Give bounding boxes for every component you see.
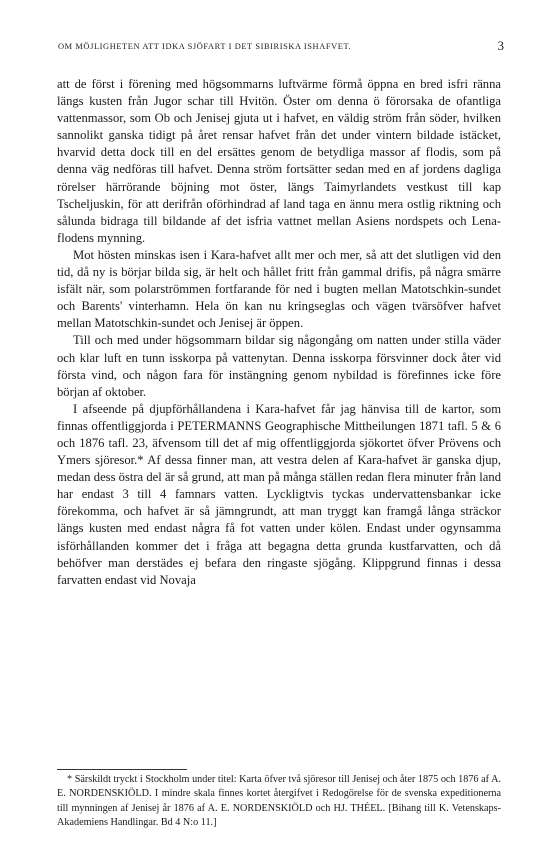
paragraph: I afseende på djupförhållandena i Kara-hafvet får jag hänvisa till de kartor, som finnas offentliggjorda i PETERMANNS Geographische Mittheilungen 1871 tafl. 5 & 6 och 1876 tafl. 23, äfvensom till det af mig offentliggjorda sjökortet öfver Prövens och Ymers sjöresor.* Af dessa finner man, att vestra delen af Kara-hafvet är ganska djup, medan dess östra del är så grund, att man på många ställen redan flera minuter från land har endast 3 till 4 famnars vatten. Lyckligtvis tyckas undervattensbankar icke förekomma, och hafvet är så jämngrundt, att man tryggt kan framgå långa sträckor längs kusten med endast några få fot vatten under kölen. Endast under ogynsamma isförhållanden kommer det i fråga att begagna detta grunda kustfarvatten, och då behöfver man derstädes ej befara den ringaste sjögång. Klippgrund finnas i dessa farvatten endast vid Novaja bbox=[57, 401, 501, 587]
footnote-text: * Särskildt tryckt i Stockholm under titel: Karta öfver två sjöresor till Jenisej och åter 1875 och 1876 af A. E. NORDENSKIÖLD. I mindre skala finnes kortet återgifvet i Redogörelse för de svenska expeditionerna till mynningen af Jenisej år 1876 af A. E. NORDENSKIÖLD och HJ. THÉEL. [Bihang till K. Vetenskaps-Akademiens Handlingar. Bd 4 N:o 11.] bbox=[57, 774, 501, 829]
page-number: 3 bbox=[497, 38, 504, 53]
page-header bbox=[58, 38, 504, 55]
running-title: OM MÖJLIGHETEN ATT IDKA SJÖFART I DET SIBIRISKA ISHAFVET. bbox=[58, 42, 352, 51]
paragraph: att de först i förening med högsommarns luftvärme förmå öppna en bred isfri ränna längs kusten från Jugor schar till Hvitön. Öster om denna ö förorsaka de ofantliga vattenmassor, som Ob och Jenisej gjuta ut i hafvet, en väldig ström från söder, hvilken sannolikt ganska tidigt på året rensar hafvet från det under vintern bildade istäcket, hvarvid detta dock till en del ersättes genom de betydliga massor af flodis, som på denna väg nedföras till hafvet. Denna ström fortsätter sedan med en af jordens dagliga rörelser härrörande böjning mot öster, längs Taimyrlandets vestkust till kap Tscheljuskin, för att derifrån oförhindrad af land taga en ännu mera ostlig riktning och sålunda bidraga till bildande af det isfria vattnet mellan Asiens nordspets och Lena-flodens mynning. bbox=[57, 77, 501, 245]
footnote bbox=[57, 773, 501, 831]
paragraph: Till och med under högsommarn bildar sig någongång om natten under stilla väder och klar luft en tunn isskorpa på vattenytan. Denna isskorpa försvinner dock åter vid första vind, och någon fara för instängning genom nybildad is förefinnes icke före början af oktober. bbox=[57, 333, 501, 399]
body-text bbox=[57, 76, 501, 589]
paragraph: Mot hösten minskas isen i Kara-hafvet allt mer och mer, så att det slutligen vid den tid, då ny is börjar bilda sig, är helt och hållet fritt från gammal drifis, på några smärre isfält när, som polarströmmen fortfarande för ned i bugten mellan Matotschkin-sundet och Barents' vinterhamn. Hela ön kan nu kringseglas och vägen tvärsöfver hafvet mellan Matotschkin-sundet och Jenisej är öppen. bbox=[57, 247, 501, 331]
footnote-rule bbox=[57, 769, 187, 770]
